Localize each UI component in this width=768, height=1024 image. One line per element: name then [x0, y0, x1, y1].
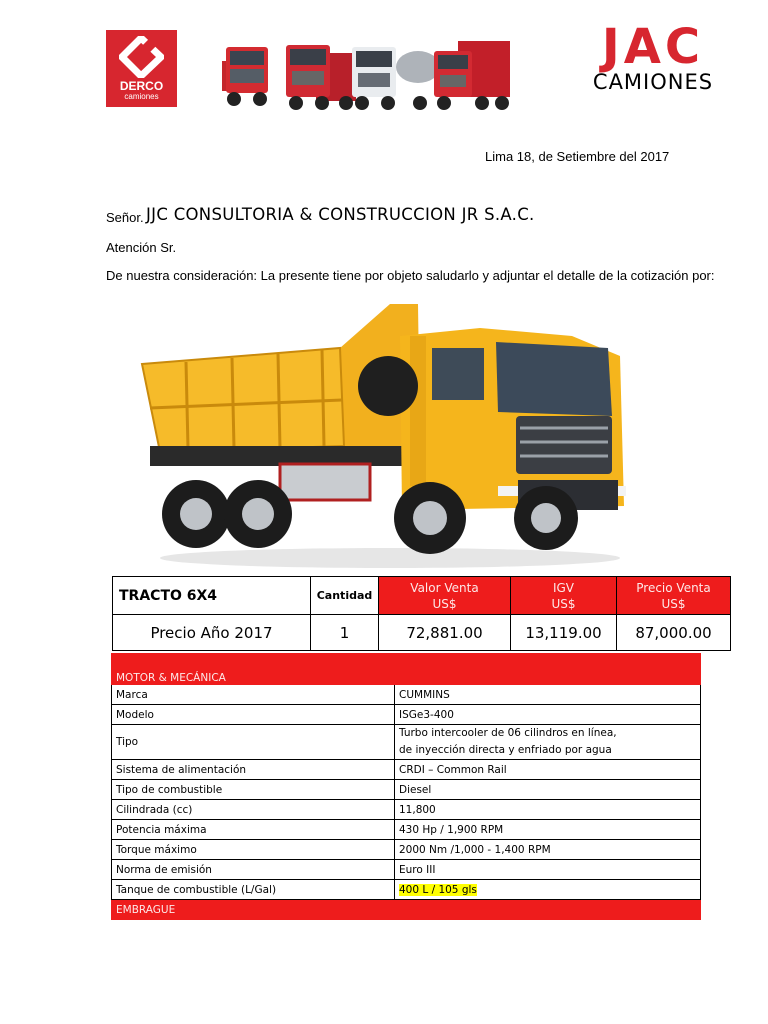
price-table [112, 576, 731, 651]
igv-value: 13,119.00 [511, 615, 617, 651]
client-name: JJC CONSULTORIA & CONSTRUCCION JR S.A.C. [146, 205, 535, 224]
valor-venta-header-label: Valor Venta [410, 580, 479, 595]
truck-fleet-image [220, 33, 512, 111]
spec-label: Tipo [112, 725, 395, 760]
spec-label: Sistema de alimentación [112, 760, 395, 780]
table-row [112, 800, 701, 820]
table-row [112, 820, 701, 840]
salutation-label: Señor. [106, 210, 144, 225]
spec-value-multiline [395, 725, 701, 760]
igv-header-currency: US$ [551, 596, 576, 611]
spec-value: Diesel [395, 780, 701, 800]
derco-logo [106, 30, 177, 107]
price-row-label: Precio Año 2017 [113, 615, 311, 651]
spec-label: Norma de emisión [112, 860, 395, 880]
spec-value: ISGe3-400 [395, 705, 701, 725]
quantity-header: Cantidad [311, 577, 379, 615]
spec-label: Marca [112, 685, 395, 705]
table-row [112, 860, 701, 880]
spec-label: Tanque de combustible (L/Gal) [112, 880, 395, 900]
spec-label: Cilindrada (cc) [112, 800, 395, 820]
precio-venta-header [617, 577, 731, 615]
spec-value-line-2: de inyección directa y enfriado por agua [399, 744, 612, 756]
spec-value: 11,800 [395, 800, 701, 820]
highlighted-text: 400 L / 105 gls [399, 883, 477, 896]
intro-paragraph: De nuestra consideración: La presente tiene por objeto saludarlo y adjuntar el detalle de la cotización por: [106, 268, 715, 283]
table-row [112, 705, 701, 725]
spec-value: Euro III [395, 860, 701, 880]
letter-date: Lima 18, de Setiembre del 2017 [485, 149, 670, 164]
quantity-value: 1 [311, 615, 379, 651]
derco-logo-text: DERCO [119, 79, 164, 93]
spec-value: CRDI – Common Rail [395, 760, 701, 780]
valor-venta-value: 72,881.00 [379, 615, 511, 651]
igv-header-label: IGV [552, 580, 575, 595]
spec-value: CUMMINS [395, 685, 701, 705]
jac-brand-subtitle: CAMIONES [592, 70, 714, 94]
section-header-motor: MOTOR & MECÁNICA [112, 654, 701, 685]
precio-venta-header-label: Precio Venta [636, 580, 711, 595]
derco-logo-subtext: camiones [124, 92, 159, 101]
table-row [112, 685, 701, 705]
spec-table [111, 653, 701, 920]
valor-venta-header-currency: US$ [432, 596, 457, 611]
igv-header [511, 577, 617, 615]
derco-emblem-icon [119, 36, 164, 78]
spec-value-highlighted [395, 880, 701, 900]
valor-venta-header [379, 577, 511, 615]
spec-label: Tipo de combustible [112, 780, 395, 800]
spec-value: 430 Hp / 1,900 RPM [395, 820, 701, 840]
model-header: TRACTO 6X4 [113, 577, 311, 615]
table-row [112, 840, 701, 860]
precio-venta-header-currency: US$ [661, 596, 686, 611]
spec-value-line-1: Turbo intercooler de 06 cilindros en línea, [399, 727, 617, 739]
spec-label: Potencia máxima [112, 820, 395, 840]
table-row [112, 880, 701, 900]
dump-truck-image [140, 296, 628, 572]
section-header-embrague: EMBRAGUE [112, 900, 701, 920]
table-row [112, 780, 701, 800]
jac-brand-logo: JAC [601, 19, 705, 75]
table-row [112, 760, 701, 780]
table-row [112, 725, 701, 760]
spec-label: Torque máximo [112, 840, 395, 860]
precio-venta-value: 87,000.00 [617, 615, 731, 651]
spec-label: Modelo [112, 705, 395, 725]
attention-line: Atención Sr. [106, 240, 177, 255]
spec-value: 2000 Nm /1,000 - 1,400 RPM [395, 840, 701, 860]
